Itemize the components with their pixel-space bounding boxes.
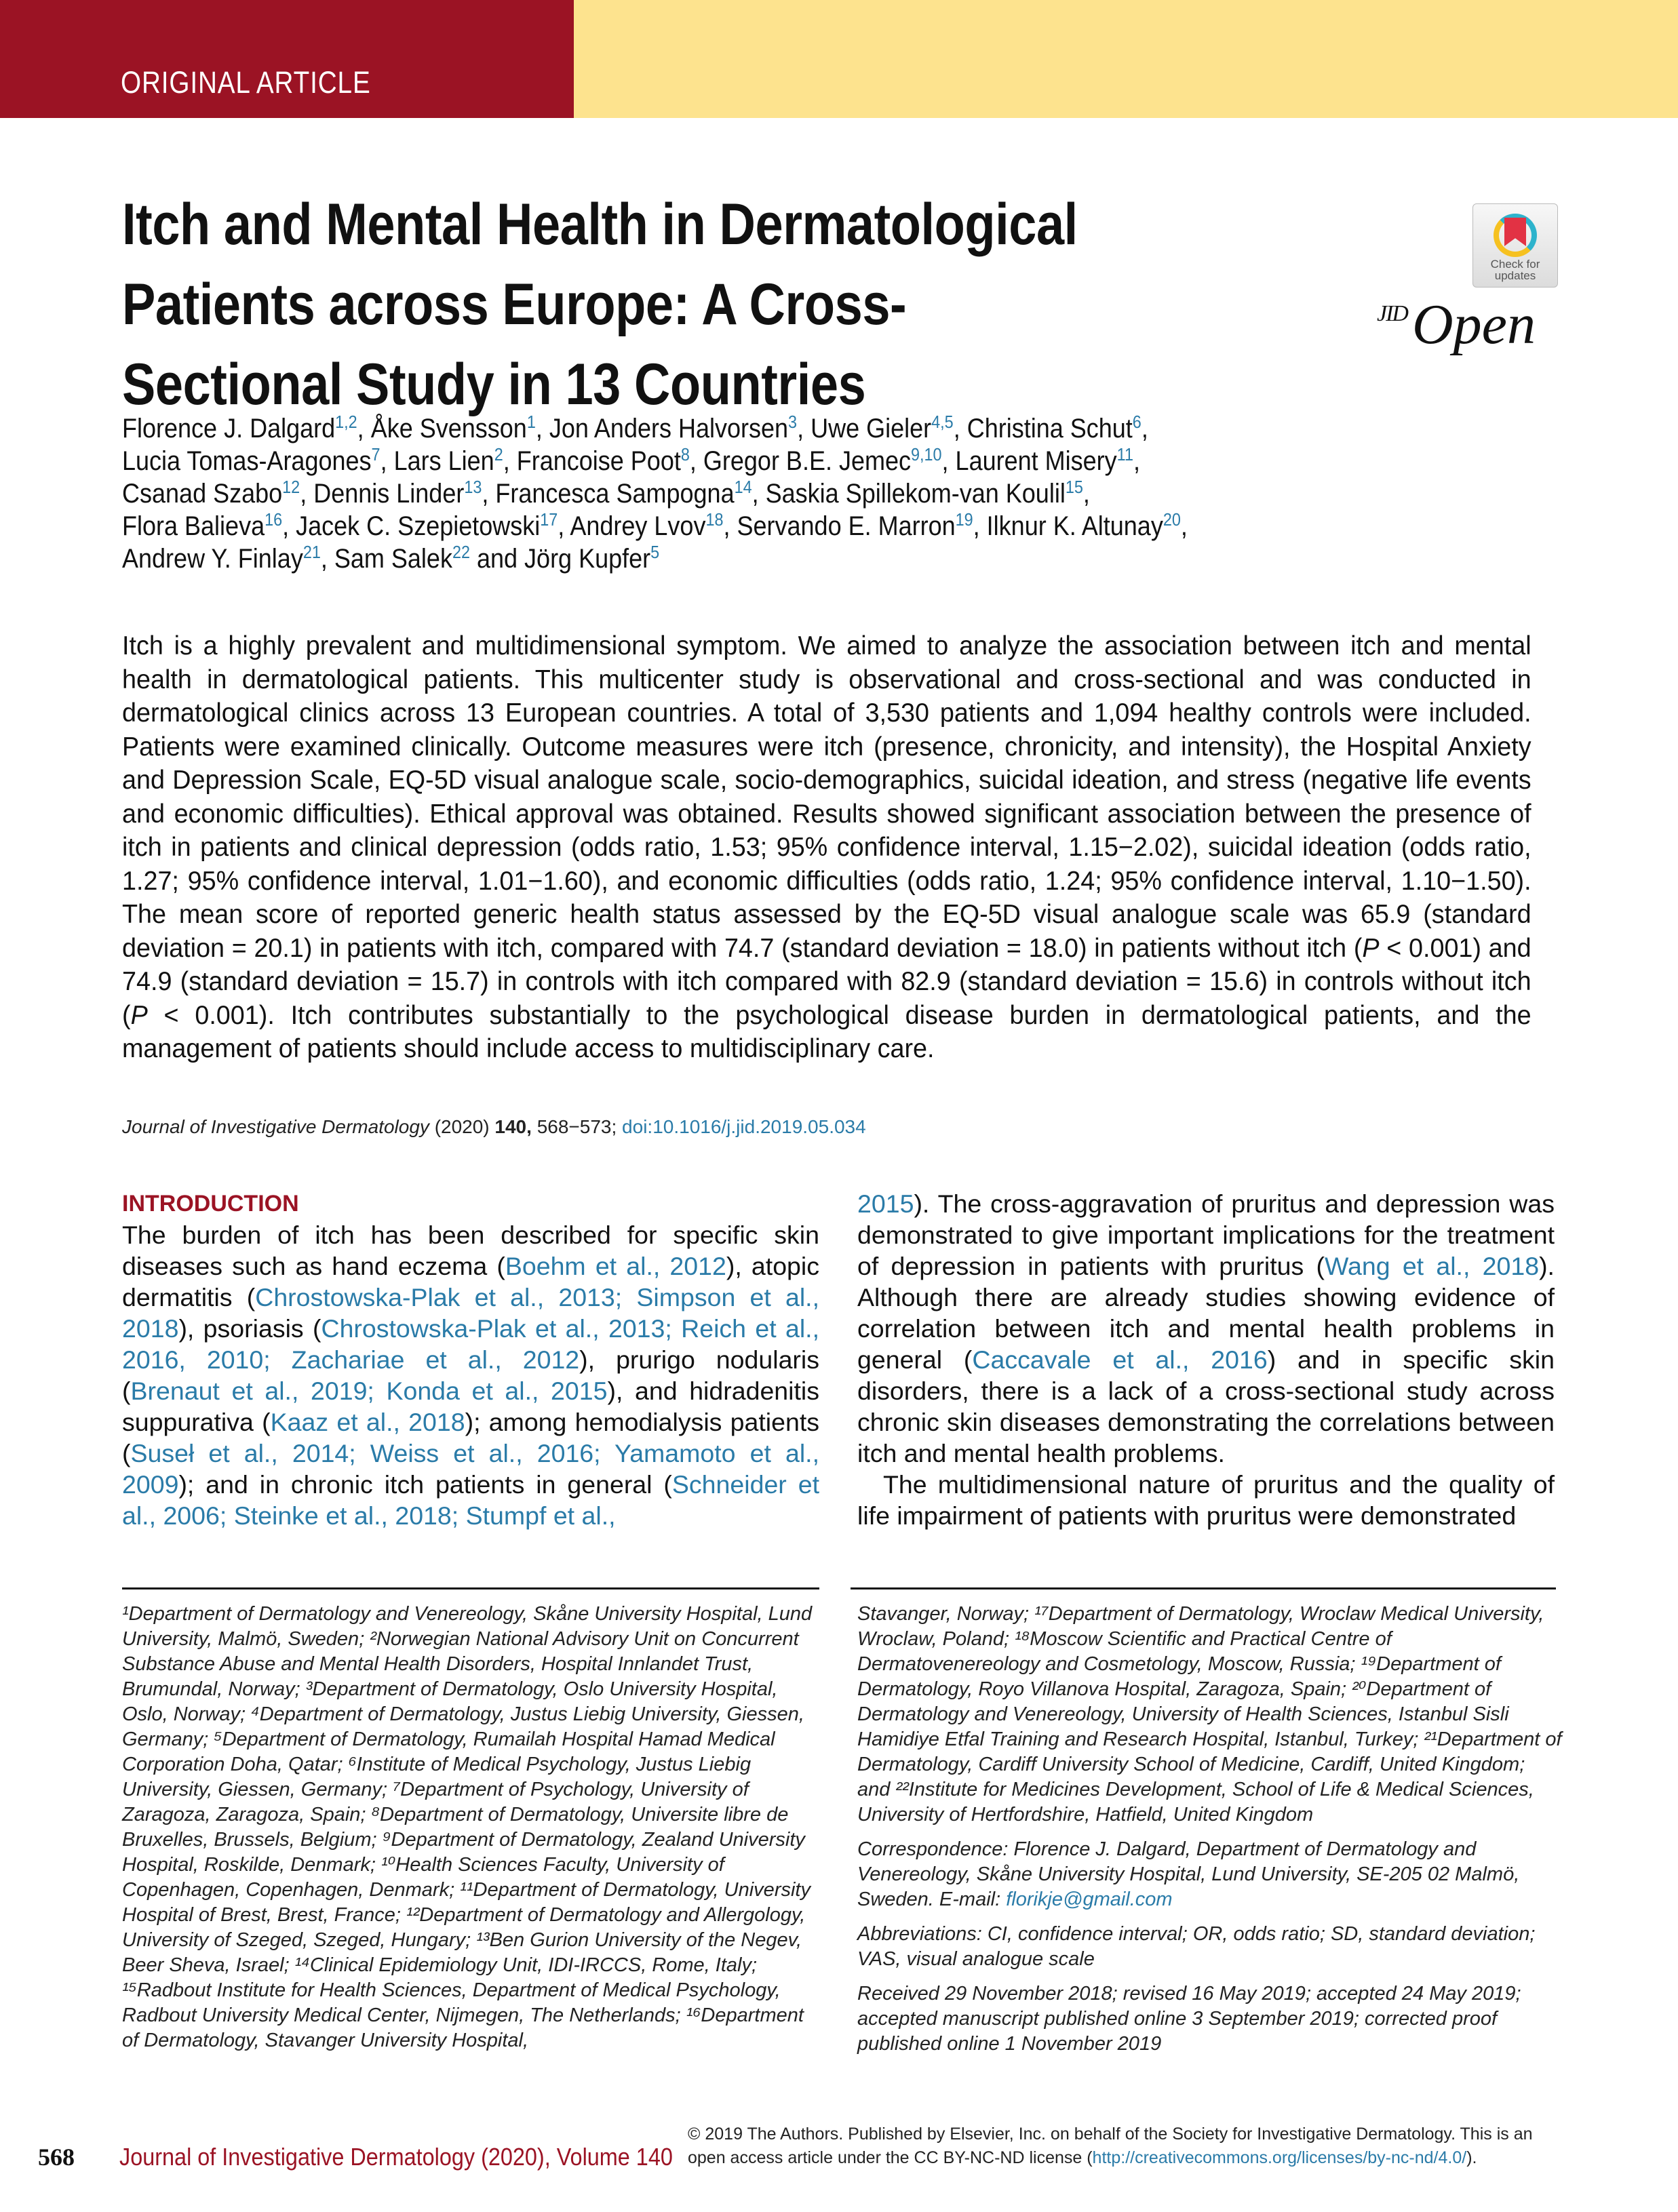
abbreviations: Abbreviations: CI, confidence interval; OR, odds ratio; SD, standard deviation; VAS, visual analogue scale [857, 1923, 1536, 1970]
header-band-accent [574, 0, 1678, 118]
affiliation-link[interactable]: 17 [540, 509, 558, 530]
footnote-divider-left [122, 1587, 819, 1589]
affiliation-link[interactable]: 14 [734, 477, 752, 497]
reference-link[interactable]: Brenaut et al., 2019; Konda et al., 2015 [130, 1377, 608, 1405]
author-name: Jacek C. Szepietowski [296, 511, 541, 541]
body-text: ); and in chronic itch patients in general ( [178, 1470, 672, 1499]
logo-superscript: JID [1377, 301, 1407, 326]
body-text: ) and in specific skin disorders, there is a lack of a cross-sectional study across chronic skin diseases demonstrating the correlations between itch and mental health problems. [857, 1345, 1555, 1467]
badge-line-1: Check for [1490, 258, 1540, 271]
author-name: Csanad Szabo [122, 479, 283, 509]
affiliation-link[interactable]: 1 [526, 412, 536, 432]
affiliation-link[interactable]: 13 [464, 477, 482, 497]
affiliation-link[interactable]: 18 [705, 509, 724, 530]
affiliation-link[interactable]: 5 [650, 542, 660, 562]
author-line: Flora Balieva$^{16}$, Jacek C. Szepietowski$^{17}$, Andrey Lvov$^{18}$, Servando E. Marron$^{19}$, Ilknur K. Altunay$^{20}$, [122, 509, 1188, 541]
author-line: Andrew Y. Finlay$^{21}$, Sam Salek$^{22}$ and Jörg Kupfer$^5$ [122, 542, 660, 574]
intro-column-right [857, 1188, 1555, 1531]
doi-link[interactable]: doi:10.1016/j.jid.2019.05.034 [622, 1116, 866, 1137]
citation-journal: Journal of Investigative Dermatology [122, 1116, 429, 1137]
body-text: ), and hidradenitis suppurativa ( [122, 1377, 819, 1436]
correspondence [857, 1837, 1563, 1912]
affiliations-text-right: Stavanger, Norway; ¹⁷Department of Dermatology, Wroclaw Medical University, Wroclaw, Poland; ¹⁸Moscow Scientific and Practical Centre of Dermatovenereology and Cosmetology, Moscow, Russia; ¹⁹Department of Dermatology, Royo Villanova Hospital, Zaragoza, Spain; ²⁰Department of Dermatology and Venereology, University of Health Sciences, Istanbul Sisli Hamidiye Etfal Training and Research Hospital, Istanbul, Turkey; ²¹Department of Dermatology, Cardiff University School of Medicine, Cardiff, United Kingdom; and ²²Institute for Medicines Development, School of Life & Medical Sciences, University of Hertfordshire, Hatfield, United Kingdom [857, 1603, 1562, 1825]
author-name: Sam Salek [334, 544, 452, 574]
author-name: Andrey Lvov [570, 511, 706, 541]
article-history: Received 29 November 2018; revised 16 May 2019; accepted 24 May 2019; accepted manuscript published online 3 September 2019; corrected proof published online 1 November 2019 [857, 1983, 1521, 2055]
reference-link[interactable]: Caccavale et al., 2016 [972, 1345, 1268, 1374]
author-name: Francesca Sampogna [495, 479, 735, 509]
author-name: Francoise Poot [516, 446, 681, 476]
body-text: The burden of itch has been described for specific skin diseases such as hand eczema ( [122, 1221, 819, 1280]
citation-pages: 568−573; [536, 1116, 617, 1137]
body-text: ); among hemodialysis patients ( [122, 1408, 820, 1467]
citation-year: (2020) [434, 1116, 490, 1137]
author-name: Ilknur K. Altunay [986, 511, 1163, 541]
affiliation-link[interactable]: 20 [1163, 509, 1181, 530]
header-band-section [0, 0, 574, 118]
affiliations-left [122, 1602, 821, 2063]
license-link[interactable]: http://creativecommons.org/licenses/by-nc-nd/4.0/ [1092, 2148, 1467, 2167]
license-end: ). [1466, 2148, 1477, 2167]
body-text: ), atopic dermatitis ( [122, 1252, 819, 1311]
affiliation-link[interactable]: 21 [303, 542, 321, 562]
body-text: The multidimensional nature of pruritus and the quality of life impairment of patients with pruritus were demonstrated [857, 1470, 1555, 1530]
author-name: Gregor B.E. Jemec [703, 446, 911, 476]
affiliations-text-left: ¹Department of Dermatology and Venereology, Skåne University Hospital, Lund University, Malmö, Sweden; ²Norwegian National Advisory Unit on Concurrent Substance Abuse and Mental Health Disorders, Hospital Innlandet Trust, Brumundal, Norway; ³Department of Dermatology, Oslo University Hospital, Oslo, Norway; ⁴Department of Dermatology, Justus Liebig University, Giessen, Germany; ⁵Department of Dermatology, Rumailah Hospital Hamad Medical Corporation Doha, Qatar; ⁶Institute of Medical Psychology, Justus Liebig University, Giessen, Germany; ⁷Department of Psychology, University of Zaragoza, Zaragoza, Spain; ⁸Department of Dermatology, Universite libre de Bruxelles, Brussels, Belgium; ⁹Department of Dermatology, Zealand University Hospital, Roskilde, Denmark; ¹⁰Health Sciences Faculty, University of Copenhagen, Copenhagen, Denmark; ¹¹Department of Dermatology, University Hospital of Brest, Brest, France; ¹²Department of Dermatology and Allergology, University of Szeged, Szeged, Hungary; ¹³Ben Gurion University of the Negev, Beer Sheva, Israel; ¹⁴Clinical Epidemiology Unit, IDI-IRCCS, Rome, Italy; ¹⁵Radbout Institute for Health Sciences, Department of Medical Psychology, Radbout University Medical Center, Nijmegen, The Netherlands; ¹⁶Department of Dermatology, Stavanger University Hospital, [122, 1603, 813, 2051]
affiliations-right [857, 1602, 1563, 2066]
footnote-divider-right [851, 1587, 1556, 1589]
article-title: Itch and Mental Health in Dermatological Patients across Europe: A Cross-Sectional Study in 13 Countries [122, 192, 1078, 417]
author-name: Lucia Tomas-Aragones [122, 446, 372, 476]
abstract-text: Itch is a highly prevalent and multidimensional symptom. We aimed to analyze the association between itch and mental health in dermatological patients. This multicenter study is observational and cross-sectional and was conducted in dermatological clinics across 13 European countries. A total of 3,530 patients and 1,094 healthy controls were included. Patients were examined clinically. Outcome measures were itch (presence, chronicity, and intensity), the Hospital Anxiety and Depression Scale, EQ-5D visual analogue scale, socio-demographics, suicidal ideation, and stress (negative life events and economic difficulties). Ethical approval was obtained. Results showed significant association between the presence of itch in patients and clinical depression (odds ratio, 1.53; 95% confidence interval, 1.15−2.02), suicidal ideation (odds ratio, 1.27; 95% confidence interval, 1.01−1.60), and economic difficulties (odds ratio, 1.24; 95% confidence interval, 1.10−1.50). The mean score of reported generic health status assessed by the EQ-5D visual analogue scale was 65.9 (standard deviation = 20.1) in patients with itch, compared with 74.7 (standard deviation = 18.0) in patients without itch (P < 0.001) and 74.9 (standard deviation = 15.7) in controls with itch compared with 82.9 (standard deviation = 15.6) in controls without itch (P < 0.001). Itch contributes substantially to the psychological disease burden in dermatological patients, and the management of patients should include access to multidisciplinary care. [122, 631, 1531, 1063]
author-name: Uwe Gieler [811, 414, 932, 443]
author-name: Saskia Spillekom-van Koulil [765, 479, 1066, 509]
affiliation-link[interactable]: 3 [788, 412, 798, 432]
affiliation-link[interactable]: 16 [265, 509, 283, 530]
abstract [122, 629, 1560, 1066]
citation-volume: 140, [494, 1116, 532, 1137]
reference-link[interactable]: Chrostowska-Plak et al., 2013; Reich et al., 2016, 2010; Zachariae et al., 2012 [122, 1314, 819, 1374]
running-footer-journal: Journal of Investigative Dermatology (2020), Volume 140 [119, 2143, 673, 2171]
check-for-updates-button[interactable] [1472, 203, 1558, 288]
author-name: Andrew Y. Finlay [122, 544, 303, 574]
reference-link[interactable]: Suseł et al., 2014; Weiss et al., 2016; Yamamoto et al., 2009 [122, 1439, 819, 1499]
author-line: Lucia Tomas-Aragones$^7$, Lars Lien$^2$, Francoise Poot$^8$, Gregor B.E. Jemec$^{9,10}$, Laurent Misery$^{11}$, [122, 444, 1140, 476]
intro-paragraph [122, 1219, 819, 1531]
affiliation-link[interactable]: 8 [680, 444, 690, 465]
check-for-updates-label [1473, 258, 1557, 281]
citation-line [122, 1116, 866, 1138]
affiliation-link[interactable]: 19 [955, 509, 973, 530]
reference-link[interactable]: 2015 [857, 1189, 914, 1218]
body-text: ), psoriasis ( [178, 1314, 321, 1343]
intro-paragraph [857, 1469, 1555, 1531]
section-heading-introduction: INTRODUCTION [122, 1191, 299, 1217]
affiliation-link[interactable]: 15 [1065, 477, 1083, 497]
page-number: 568 [38, 2144, 75, 2171]
author-name: Christina Schut [967, 414, 1133, 443]
author-name: Servando E. Marron [737, 511, 956, 541]
body-text: ). The cross-aggravation of pruritus and depression was demonstrated to give important implications for the treatment of depression in patients with pruritus ( [857, 1189, 1555, 1280]
author-name: Laurent Misery [955, 446, 1117, 476]
author-name: Flora Balieva [122, 511, 265, 541]
affiliation-link[interactable]: 22 [452, 542, 470, 562]
intro-paragraph-continued [857, 1188, 1555, 1469]
affiliation-link[interactable]: 2 [494, 444, 503, 465]
correspondence-text: Correspondence: Florence J. Dalgard, Department of Dermatology and Venereology, Skåne University Hospital, Lund University, SE-205 02 Malmö, Sweden. E-mail: [857, 1838, 1520, 1910]
badge-line-2: updates [1494, 269, 1536, 282]
intro-column-left [122, 1188, 819, 1531]
author-name: Dennis Linder [313, 479, 465, 509]
body-text: ), prurigo nodularis ( [122, 1345, 819, 1405]
license-text: © 2019 The Authors. Published by Elsevier, Inc. on behalf of the Society for Investigative Dermatology. This is an open access article under the CC BY-NC-ND license ( [688, 2125, 1533, 2167]
affiliation-link[interactable]: 6 [1132, 412, 1142, 432]
reference-link[interactable]: Schneider et al., 2006; Steinke et al., 2018; Stumpf et al., [122, 1470, 819, 1530]
affiliation-link[interactable]: 1,2 [335, 412, 357, 432]
reference-link[interactable]: Kaaz et al., 2018 [270, 1408, 465, 1436]
author-name: Åke Svensson [370, 414, 527, 443]
email-link[interactable]: florikje@gmail.com [1006, 1889, 1173, 1910]
reference-link[interactable]: Boehm et al., 2012 [505, 1252, 726, 1280]
author-name: Florence J. Dalgard [122, 414, 336, 443]
author-name: Jon Anders Halvorsen [549, 414, 789, 443]
logo-word: Open [1412, 293, 1536, 356]
affiliation-link[interactable]: 4,5 [931, 412, 954, 432]
author-name: Lars Lien [393, 446, 494, 476]
affiliation-link[interactable]: 12 [282, 477, 300, 497]
license-notice [688, 2122, 1569, 2170]
affiliation-link[interactable]: 9,10 [910, 444, 942, 465]
body-text: ). Although there are already studies showing evidence of correlation between itch and mental health problems in general ( [857, 1252, 1555, 1374]
author-line: Csanad Szabo$^{12}$, Dennis Linder$^{13}$, Francesca Sampogna$^{14}$, Saskia Spillekom-van Koulil$^{15}$, [122, 477, 1090, 509]
affiliation-link[interactable]: 11 [1116, 444, 1133, 465]
author-list [122, 412, 1526, 575]
reference-link[interactable]: Wang et al., 2018 [1325, 1252, 1540, 1280]
section-label: ORIGINAL ARTICLE [121, 65, 371, 100]
author-line: Florence J. Dalgard$^{1,2}$, Åke Svensson$^1$, Jon Anders Halvorsen$^3$, Uwe Gieler$^{4,5}$, Christina Schut$^6$, [122, 412, 1148, 443]
author-name: Jörg Kupfer [524, 544, 651, 574]
affiliation-link[interactable]: 7 [371, 444, 381, 465]
reference-link[interactable]: Chrostowska-Plak et al., 2013; Simpson et al., 2018 [122, 1283, 820, 1343]
